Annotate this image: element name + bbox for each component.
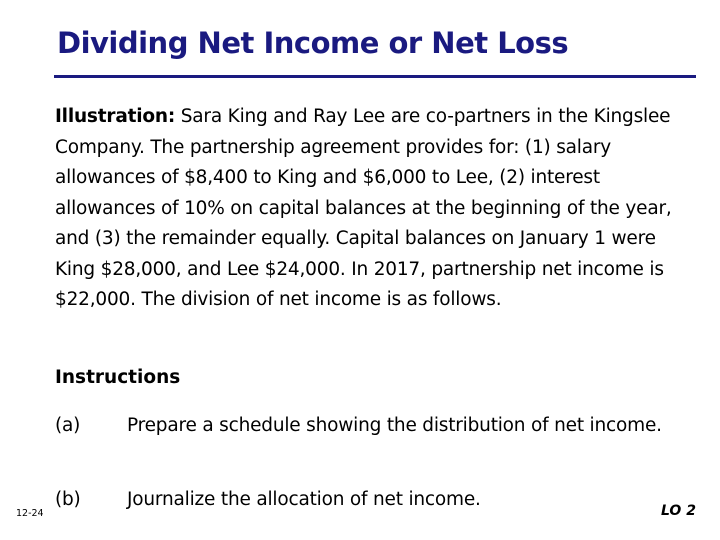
learning-objective-tag: LO 2 bbox=[661, 503, 696, 519]
illustration-paragraph bbox=[55, 102, 675, 316]
slide-number: 12-24 bbox=[16, 508, 44, 519]
illustration-label: Illustration: bbox=[55, 106, 176, 127]
instruction-item-text: Journalize the allocation of net income. bbox=[127, 489, 481, 510]
instruction-item-label: (a) bbox=[55, 415, 81, 436]
instruction-item-a bbox=[55, 411, 675, 441]
instruction-item-text: Prepare a schedule showing the distribution of net income. bbox=[127, 415, 662, 436]
slide-title: Dividing Net Income or Net Loss bbox=[57, 26, 569, 60]
instructions-heading: Instructions bbox=[55, 367, 181, 388]
instruction-item-label: (b) bbox=[55, 489, 81, 510]
illustration-text: Sara King and Ray Lee are co-partners in the Kingslee Company. The partnership agreement provides for: (1) salary allowances of $8,400 to King and $6,000 to Lee, (2) interest allowances of 10% on capital balances at the beginning of the year, and (3) the remainder equally. Capital balances on January 1 were King $28,000, and Lee $24,000. In 2017, partnership net income is $22,000. The division of net income is as follows. bbox=[55, 106, 672, 310]
title-divider bbox=[54, 75, 696, 78]
instruction-item-b bbox=[55, 485, 615, 515]
